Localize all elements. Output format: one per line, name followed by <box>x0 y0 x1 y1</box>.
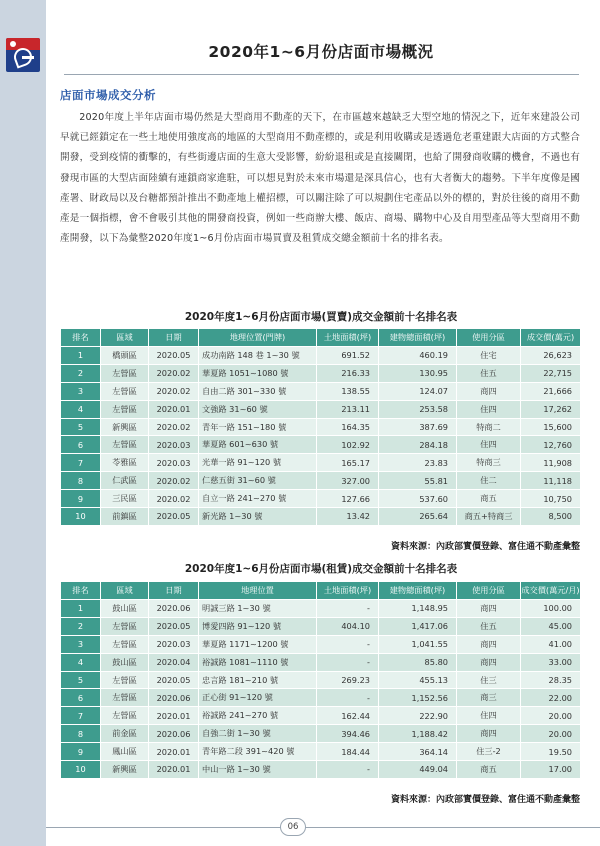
table-cell: 9 <box>61 490 101 508</box>
table-cell: 3 <box>61 382 101 400</box>
table-cell: - <box>317 689 379 707</box>
table-cell: 2020.03 <box>149 436 199 454</box>
company-logo <box>6 38 40 72</box>
table-cell: 162.44 <box>317 707 379 725</box>
table-cell: 6 <box>61 436 101 454</box>
table-cell: 鼓山區 <box>101 653 149 671</box>
table-cell: 10 <box>61 761 101 779</box>
table-row <box>61 635 581 653</box>
table-cell: 2020.01 <box>149 743 199 761</box>
table-cell: 左營區 <box>101 707 149 725</box>
table-cell: 鼓山區 <box>101 600 149 618</box>
table-cell: 2020.01 <box>149 707 199 725</box>
table-cell: 住四 <box>457 400 521 418</box>
table-cell: 17.00 <box>521 761 581 779</box>
table-cell: 2020.03 <box>149 635 199 653</box>
table-cell: 住二 <box>457 472 521 490</box>
table-row <box>61 490 581 508</box>
table-cell: 中山一路 1~30 號 <box>199 761 317 779</box>
table-cell: 387.69 <box>379 418 457 436</box>
table-cell: 124.07 <box>379 382 457 400</box>
table-row <box>61 382 581 400</box>
table-row <box>61 418 581 436</box>
table-cell: 3 <box>61 635 101 653</box>
table-cell: 裕誠路 241~270 號 <box>199 707 317 725</box>
title-divider <box>64 74 579 75</box>
table-cell: 青年一路 151~180 號 <box>199 418 317 436</box>
column-header: 建物總面積(坪) <box>379 329 457 347</box>
table-row <box>61 653 581 671</box>
table-cell: 11,118 <box>521 472 581 490</box>
table-row <box>61 707 581 725</box>
table-cell: 8 <box>61 472 101 490</box>
table-cell: 4 <box>61 653 101 671</box>
table-cell: 253.58 <box>379 400 457 418</box>
table-cell: 橋頭區 <box>101 347 149 365</box>
rent-table-title: 2020年度1~6月份店面市場(租賃)成交金額前十名排名表 <box>184 563 458 575</box>
table-cell: 特商三 <box>457 454 521 472</box>
column-header: 成交價(萬元/月) <box>521 582 581 600</box>
table-cell: 前金區 <box>101 725 149 743</box>
table-header-row <box>61 582 581 600</box>
table-cell: 404.10 <box>317 617 379 635</box>
table-cell: 左營區 <box>101 364 149 382</box>
table-cell: 忠言路 181~210 號 <box>199 671 317 689</box>
table-cell: 1,417.06 <box>379 617 457 635</box>
table-cell: 12,760 <box>521 436 581 454</box>
table-cell: 正心街 91~120 號 <box>199 689 317 707</box>
table-cell: 新興區 <box>101 761 149 779</box>
column-header: 日期 <box>149 582 199 600</box>
table-cell: 364.14 <box>379 743 457 761</box>
table-row <box>61 600 581 618</box>
table-cell: 1 <box>61 347 101 365</box>
column-header: 土地面積(坪) <box>317 582 379 600</box>
table-cell: 8 <box>61 725 101 743</box>
table-cell: 自立一路 241~270 號 <box>199 490 317 508</box>
table-cell: 2020.04 <box>149 653 199 671</box>
table-cell: 164.35 <box>317 418 379 436</box>
table-cell: 265.64 <box>379 508 457 526</box>
table-cell: - <box>317 653 379 671</box>
table-row <box>61 617 581 635</box>
column-header: 地理位置(門牌) <box>199 329 317 347</box>
table-cell: 2 <box>61 617 101 635</box>
table-cell: 文強路 31~60 號 <box>199 400 317 418</box>
page-footer <box>46 818 600 846</box>
table-cell: 11,908 <box>521 454 581 472</box>
table-cell: 住三-2 <box>457 743 521 761</box>
table-row <box>61 689 581 707</box>
table-cell: 光華一路 91~120 號 <box>199 454 317 472</box>
table-cell: 222.90 <box>379 707 457 725</box>
table-cell: 住三 <box>457 671 521 689</box>
table-cell: 裕誠路 1081~1110 號 <box>199 653 317 671</box>
table-row <box>61 400 581 418</box>
table-cell: - <box>317 635 379 653</box>
column-header: 區域 <box>101 582 149 600</box>
table-cell: 19.50 <box>521 743 581 761</box>
rent-ranking-table <box>60 581 581 779</box>
table-cell: 20.00 <box>521 707 581 725</box>
table-cell: 商四 <box>457 382 521 400</box>
table-cell: 33.00 <box>521 653 581 671</box>
table-cell: 住五 <box>457 617 521 635</box>
table-cell: 青年路二段 391~420 號 <box>199 743 317 761</box>
table-cell: 691.52 <box>317 347 379 365</box>
table-cell: 6 <box>61 689 101 707</box>
table-cell: 住五 <box>457 364 521 382</box>
table-cell: 17,262 <box>521 400 581 418</box>
table-cell: 537.60 <box>379 490 457 508</box>
table-cell: 鳳山區 <box>101 743 149 761</box>
table-cell: 1,188.42 <box>379 725 457 743</box>
column-header: 日期 <box>149 329 199 347</box>
table-cell: 10 <box>61 508 101 526</box>
table-cell: 苓雅區 <box>101 454 149 472</box>
table-cell: 5 <box>61 418 101 436</box>
table-cell: 商四 <box>457 725 521 743</box>
table-cell: 21,666 <box>521 382 581 400</box>
table-row <box>61 761 581 779</box>
table-cell: 2020.06 <box>149 689 199 707</box>
table-cell: 9 <box>61 743 101 761</box>
table-cell: 455.13 <box>379 671 457 689</box>
table-cell: 4 <box>61 400 101 418</box>
footer-divider <box>46 827 600 828</box>
side-band <box>0 0 46 846</box>
table-cell: 85.80 <box>379 653 457 671</box>
body-paragraph: 2020年度上半年店面市場仍然是大型商用不動產的天下，在市區越來越缺乏大型空地的情況之下，近年來建設公司早就已經鎖定在一些土地使用強度高的地區的大型商用不動產標的，或是利用收購或是透過危老重建跟大店面的方式整合開發，受到疫情的衝擊的，有些街邊店面的生意大受影響，紛紛退租或是直接關閉，也給了開發商收購的機會，不過也有發現市區的大型店面陸續有連鎖商家進駐，可以想見對於未來市場還是深具信心，也有大者衡大的趨勢。下半年度像是國產署、財政局以及台糖都預計推出不動產地上權招標，可以關注除了可以規劃住宅產品以外的標的，對於往後的商用不動產是一個指標，會不會吸引其他的開發商投資，例如一些商辦大樓、飯店、商場、購物中心及自用型產品等大型商用不動產開發，以下為彙整2020年度1~6月份店面市場買賣及租賃成交總金額前十名的排名表。 <box>60 112 580 245</box>
table-cell: 2020.05 <box>149 671 199 689</box>
table-cell: 左營區 <box>101 382 149 400</box>
table-cell: 左營區 <box>101 689 149 707</box>
table-cell: 20.00 <box>521 725 581 743</box>
table-cell: 1,041.55 <box>379 635 457 653</box>
table-cell: 商四 <box>457 600 521 618</box>
table-row <box>61 508 581 526</box>
table-cell: 仁武區 <box>101 472 149 490</box>
table-cell: 博愛四路 91~120 號 <box>199 617 317 635</box>
table-cell: 左營區 <box>101 400 149 418</box>
table-cell: 449.04 <box>379 761 457 779</box>
table-cell: 10,750 <box>521 490 581 508</box>
column-header: 排名 <box>61 582 101 600</box>
section-heading: 店面市場成交分析 <box>60 88 156 102</box>
table-cell: 住宅 <box>457 347 521 365</box>
table-cell: 特商二 <box>457 418 521 436</box>
table-row <box>61 472 581 490</box>
sale-table-source: 資料來源：內政部實價登錄、富住通不動產彙整 <box>390 542 580 552</box>
page-title: 2020年1~6月份店面市場概況 <box>208 43 434 61</box>
table-cell: 26,623 <box>521 347 581 365</box>
table-cell: 130.95 <box>379 364 457 382</box>
table-cell: 自由二路 301~330 號 <box>199 382 317 400</box>
column-header: 建物總面積(坪) <box>379 582 457 600</box>
table-cell: 13.42 <box>317 508 379 526</box>
table-cell: 2020.02 <box>149 418 199 436</box>
table-row <box>61 347 581 365</box>
table-cell: - <box>317 600 379 618</box>
sale-ranking-table <box>60 328 581 526</box>
page-number: 06 <box>280 818 306 836</box>
table-cell: 22.00 <box>521 689 581 707</box>
table-cell: 商四 <box>457 635 521 653</box>
table-cell: 新光路 1~30 號 <box>199 508 317 526</box>
table-cell: 2020.02 <box>149 472 199 490</box>
column-header: 地理位置 <box>199 582 317 600</box>
table-cell: 明誠三路 1~30 號 <box>199 600 317 618</box>
table-cell: 2020.02 <box>149 490 199 508</box>
table-row <box>61 454 581 472</box>
table-cell: 2 <box>61 364 101 382</box>
table-cell: 前鎮區 <box>101 508 149 526</box>
table-cell: 成功南路 148 巷 1~30 號 <box>199 347 317 365</box>
table-cell: 8,500 <box>521 508 581 526</box>
table-cell: 商五 <box>457 490 521 508</box>
table-cell: 1,148.95 <box>379 600 457 618</box>
rent-table-source: 資料來源：內政部實價登錄、富住通不動產彙整 <box>390 795 580 805</box>
table-cell: 華夏路 601~630 號 <box>199 436 317 454</box>
table-cell: 102.92 <box>317 436 379 454</box>
table-cell: 284.18 <box>379 436 457 454</box>
table-cell: 2020.03 <box>149 454 199 472</box>
table-cell: 住四 <box>457 707 521 725</box>
table-cell: 左營區 <box>101 617 149 635</box>
table-cell: 184.44 <box>317 743 379 761</box>
table-row <box>61 671 581 689</box>
table-cell: 100.00 <box>521 600 581 618</box>
table-cell: 華夏路 1051~1080 號 <box>199 364 317 382</box>
table-header-row <box>61 329 581 347</box>
table-cell: 2020.01 <box>149 761 199 779</box>
table-cell: 213.11 <box>317 400 379 418</box>
sale-table-title: 2020年度1~6月份店面市場(買賣)成交金額前十名排名表 <box>184 311 458 323</box>
table-row <box>61 364 581 382</box>
table-cell: 1,152.56 <box>379 689 457 707</box>
table-row <box>61 725 581 743</box>
table-cell: 7 <box>61 707 101 725</box>
column-header: 成交價(萬元) <box>521 329 581 347</box>
table-cell: 住四 <box>457 436 521 454</box>
table-row <box>61 436 581 454</box>
table-cell: 138.55 <box>317 382 379 400</box>
table-cell: 左營區 <box>101 671 149 689</box>
table-cell: 269.23 <box>317 671 379 689</box>
table-cell: 41.00 <box>521 635 581 653</box>
table-cell: 自強二街 1~30 號 <box>199 725 317 743</box>
column-header: 排名 <box>61 329 101 347</box>
column-header: 土地面積(坪) <box>317 329 379 347</box>
table-cell: 仁慈五街 31~60 號 <box>199 472 317 490</box>
table-cell: 55.81 <box>379 472 457 490</box>
table-cell: 216.33 <box>317 364 379 382</box>
table-cell: 327.00 <box>317 472 379 490</box>
table-cell: 28.35 <box>521 671 581 689</box>
table-cell: 2020.05 <box>149 617 199 635</box>
table-cell: 165.17 <box>317 454 379 472</box>
table-cell: 左營區 <box>101 436 149 454</box>
table-cell: 2020.05 <box>149 508 199 526</box>
table-cell: 2020.01 <box>149 400 199 418</box>
column-header: 使用分區 <box>457 329 521 347</box>
table-cell: - <box>317 761 379 779</box>
table-cell: 2020.06 <box>149 725 199 743</box>
table-cell: 5 <box>61 671 101 689</box>
table-cell: 23.83 <box>379 454 457 472</box>
table-row <box>61 743 581 761</box>
table-cell: 22,715 <box>521 364 581 382</box>
column-header: 使用分區 <box>457 582 521 600</box>
table-cell: 商五+特商三 <box>457 508 521 526</box>
table-cell: 15,600 <box>521 418 581 436</box>
table-cell: 左營區 <box>101 635 149 653</box>
table-cell: 45.00 <box>521 617 581 635</box>
table-cell: 2020.06 <box>149 600 199 618</box>
table-cell: 2020.05 <box>149 347 199 365</box>
table-cell: 394.46 <box>317 725 379 743</box>
table-cell: 2020.02 <box>149 364 199 382</box>
table-cell: 商三 <box>457 689 521 707</box>
table-cell: 華夏路 1171~1200 號 <box>199 635 317 653</box>
table-cell: 新興區 <box>101 418 149 436</box>
table-cell: 1 <box>61 600 101 618</box>
table-cell: 2020.02 <box>149 382 199 400</box>
column-header: 區域 <box>101 329 149 347</box>
table-cell: 127.66 <box>317 490 379 508</box>
table-cell: 7 <box>61 454 101 472</box>
table-cell: 三民區 <box>101 490 149 508</box>
table-cell: 商四 <box>457 653 521 671</box>
table-cell: 460.19 <box>379 347 457 365</box>
table-cell: 商五 <box>457 761 521 779</box>
